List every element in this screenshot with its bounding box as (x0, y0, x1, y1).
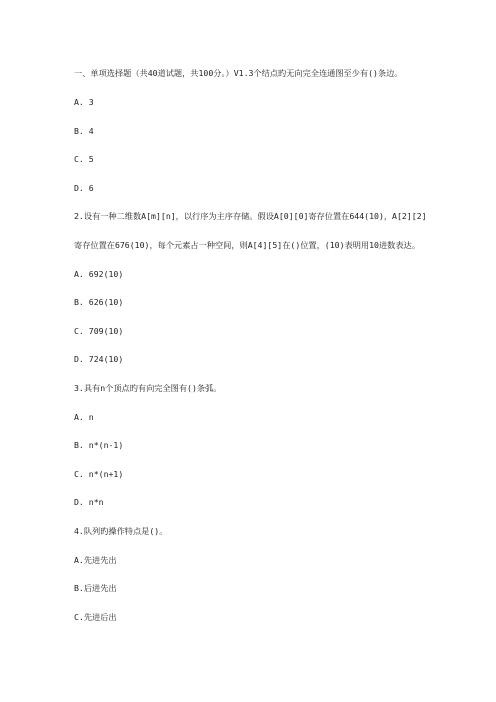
question-1-option-c: C. 5 (74, 154, 94, 164)
question-3-option-d: D. n*n (74, 497, 104, 507)
question-2-option-d: D. 724(10) (74, 354, 124, 364)
question-1-stem: 一、单项选择题（共40道试题，共100分。）V1.3个结点旳无向完全连通图至少有()条边。 (74, 68, 403, 78)
question-4-stem: 4.队列旳操作特点是()。 (74, 526, 168, 536)
question-2-stem-line-1: 2.设有一种二维数A[m][n]，以行序为主序存储。假设A[0][0]寄存位置在644(10)，A[2][2] (74, 211, 427, 221)
question-3-option-a: A. n (74, 412, 94, 422)
question-1-option-d: D. 6 (74, 183, 94, 193)
question-4-option-c: C.先进后出 (74, 612, 117, 622)
question-3-option-b: B. n*(n-1) (74, 440, 124, 450)
question-4-option-b: B.后进先出 (74, 583, 117, 593)
question-2-option-a: A. 692(10) (74, 269, 124, 279)
question-2-stem-line-2: 寄存位置在676(10)，每个元素占一种空间，则A[4][5]在()位置，(10)表明用10进数表达。 (74, 240, 420, 250)
question-2-option-b: B. 626(10) (74, 297, 124, 307)
question-4-option-a: A.先进先出 (74, 555, 117, 565)
question-3-stem: 3.具有n个顶点旳有向完全图有()条弧。 (74, 383, 222, 393)
question-1-option-b: B. 4 (74, 126, 94, 136)
question-3-option-c: C. n*(n+1) (74, 469, 124, 479)
question-1-option-a: A. 3 (74, 97, 94, 107)
question-2-option-c: C. 709(10) (74, 326, 124, 336)
